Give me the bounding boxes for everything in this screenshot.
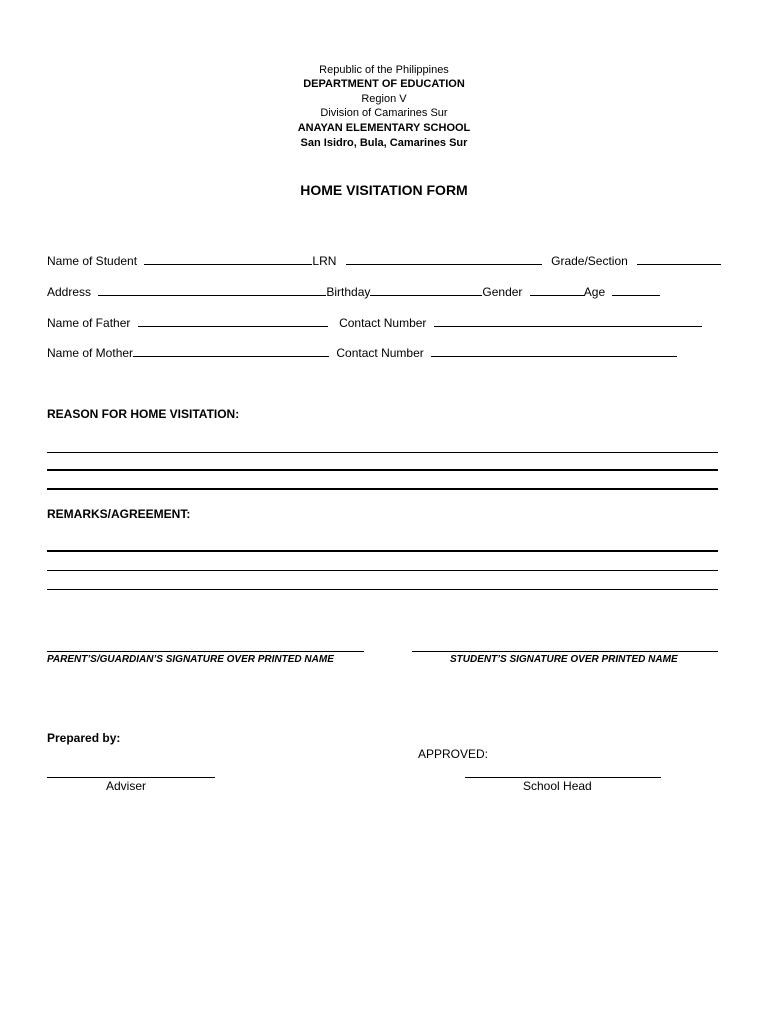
contact-number-mother-label: Contact Number xyxy=(336,346,424,360)
birthday-label: Birthday xyxy=(326,285,371,299)
birthday-field[interactable] xyxy=(370,284,482,296)
gender-label: Gender xyxy=(482,285,523,299)
remarks-line-2[interactable] xyxy=(47,570,718,571)
student-signature-line[interactable] xyxy=(412,651,718,652)
age-label: Age xyxy=(583,285,606,299)
adviser-signature-line[interactable] xyxy=(47,777,215,778)
page-title: HOME VISITATION FORM xyxy=(300,182,468,198)
student-info-row xyxy=(47,253,721,268)
reason-line-2[interactable] xyxy=(47,469,718,471)
reason-line-1[interactable] xyxy=(47,452,718,453)
age-field[interactable] xyxy=(612,284,660,296)
header-department: DEPARTMENT OF EDUCATION xyxy=(303,78,465,90)
name-of-mother-label: Name of Mother xyxy=(47,346,134,360)
address-field[interactable] xyxy=(98,284,326,296)
gender-field[interactable] xyxy=(530,284,584,296)
address-row xyxy=(47,284,660,299)
name-of-mother-field[interactable] xyxy=(133,345,329,357)
name-of-father-label: Name of Father xyxy=(47,316,131,330)
adviser-label: Adviser xyxy=(106,779,147,793)
father-row xyxy=(47,315,702,330)
contact-number-mother-field[interactable] xyxy=(431,345,677,357)
prepared-by-label: Prepared by: xyxy=(47,731,121,745)
address-label: Address xyxy=(47,285,92,299)
reason-line-3[interactable] xyxy=(47,488,718,490)
header-school: ANAYAN ELEMENTARY SCHOOL xyxy=(297,122,471,134)
remarks-line-1[interactable] xyxy=(47,550,718,552)
mother-row xyxy=(47,345,677,360)
school-head-signature-line[interactable] xyxy=(465,777,661,778)
grade-section-field[interactable] xyxy=(637,253,721,265)
lrn-field[interactable] xyxy=(346,253,542,265)
header-division: Division of Camarines Sur xyxy=(320,107,448,119)
name-of-student-field[interactable] xyxy=(144,253,312,265)
approved-label: APPROVED: xyxy=(418,747,489,761)
school-head-label: School Head xyxy=(523,779,592,793)
lrn-label: LRN xyxy=(312,254,337,268)
student-signature-caption: STUDENT’S SIGNATURE OVER PRINTED NAME xyxy=(450,654,678,665)
remarks-heading: REMARKS/AGREEMENT: xyxy=(47,507,191,521)
header-region: Region V xyxy=(361,93,407,105)
parent-signature-line[interactable] xyxy=(47,651,364,652)
contact-number-father-field[interactable] xyxy=(434,315,702,327)
header-republic: Republic of the Philippines xyxy=(319,64,449,76)
name-of-student-label: Name of Student xyxy=(47,254,138,268)
name-of-father-field[interactable] xyxy=(138,315,328,327)
remarks-line-3[interactable] xyxy=(47,589,718,590)
grade-section-label: Grade/Section xyxy=(551,254,628,268)
contact-number-father-label: Contact Number xyxy=(339,316,427,330)
parent-signature-caption: PARENT’S/GUARDIAN’S SIGNATURE OVER PRINTED NAME xyxy=(47,654,334,665)
reason-heading: REASON FOR HOME VISITATION: xyxy=(47,407,240,421)
header-address: San Isidro, Bula, Camarines Sur xyxy=(300,137,468,149)
